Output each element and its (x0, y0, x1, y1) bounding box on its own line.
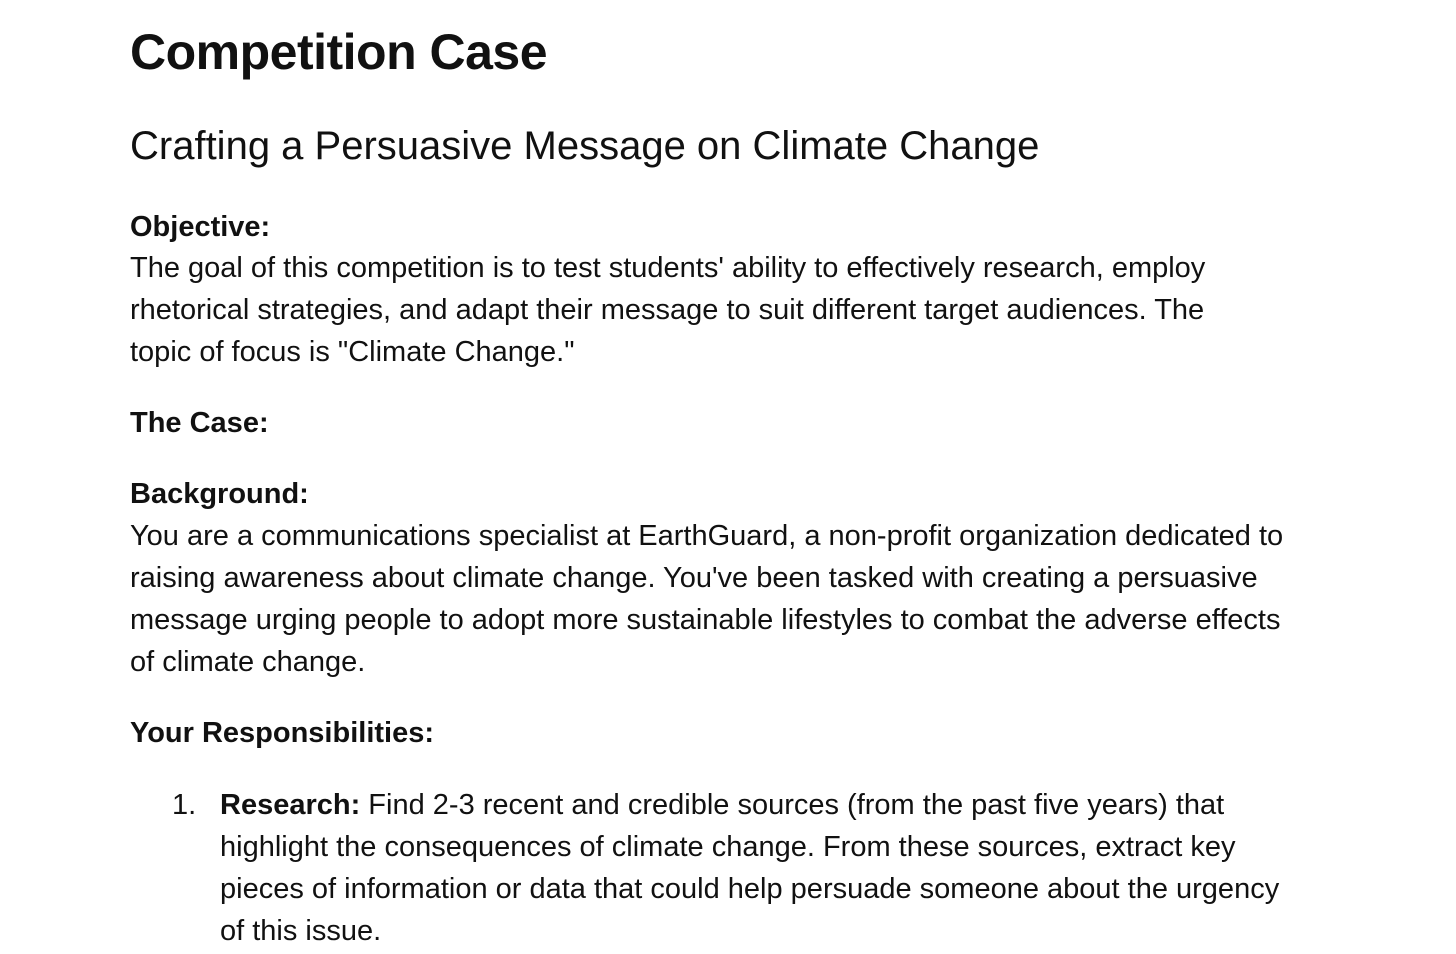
responsibility-item (130, 784, 1310, 952)
background-heading: Background: (130, 478, 309, 510)
responsibility-text: Find 2-3 recent and credible sources (from the past five years) that highlight the consequences of climate change. From these sources, extract key pieces of information or data that could help persuade someone about the urgency of this issue. (220, 789, 1280, 947)
responsibilities-heading: Your Responsibilities: (130, 717, 435, 749)
document-title: Competition Case (130, 24, 548, 80)
document-subtitle: Crafting a Persuasive Message on Climate Change (130, 124, 1040, 168)
responsibilities-list (130, 784, 1310, 952)
objective-text: The goal of this competition is to test students' ability to effectively research, employ rhetorical strategies, and adapt their message to suit different target audiences. The topic of focus is "Climate Change." (130, 252, 1206, 368)
responsibility-label: Research: (220, 789, 361, 821)
case-heading: The Case: (130, 407, 269, 439)
list-number: 1. (172, 789, 197, 821)
objective-heading: Objective: (130, 211, 271, 243)
background-text: You are a communications specialist at EarthGuard, a non-profit organization dedicated to raising awareness about climate change. You've been tasked with creating a persuasive message urging people to adopt more sustainable lifestyles to combat the adverse effects of climate change. (130, 520, 1284, 678)
